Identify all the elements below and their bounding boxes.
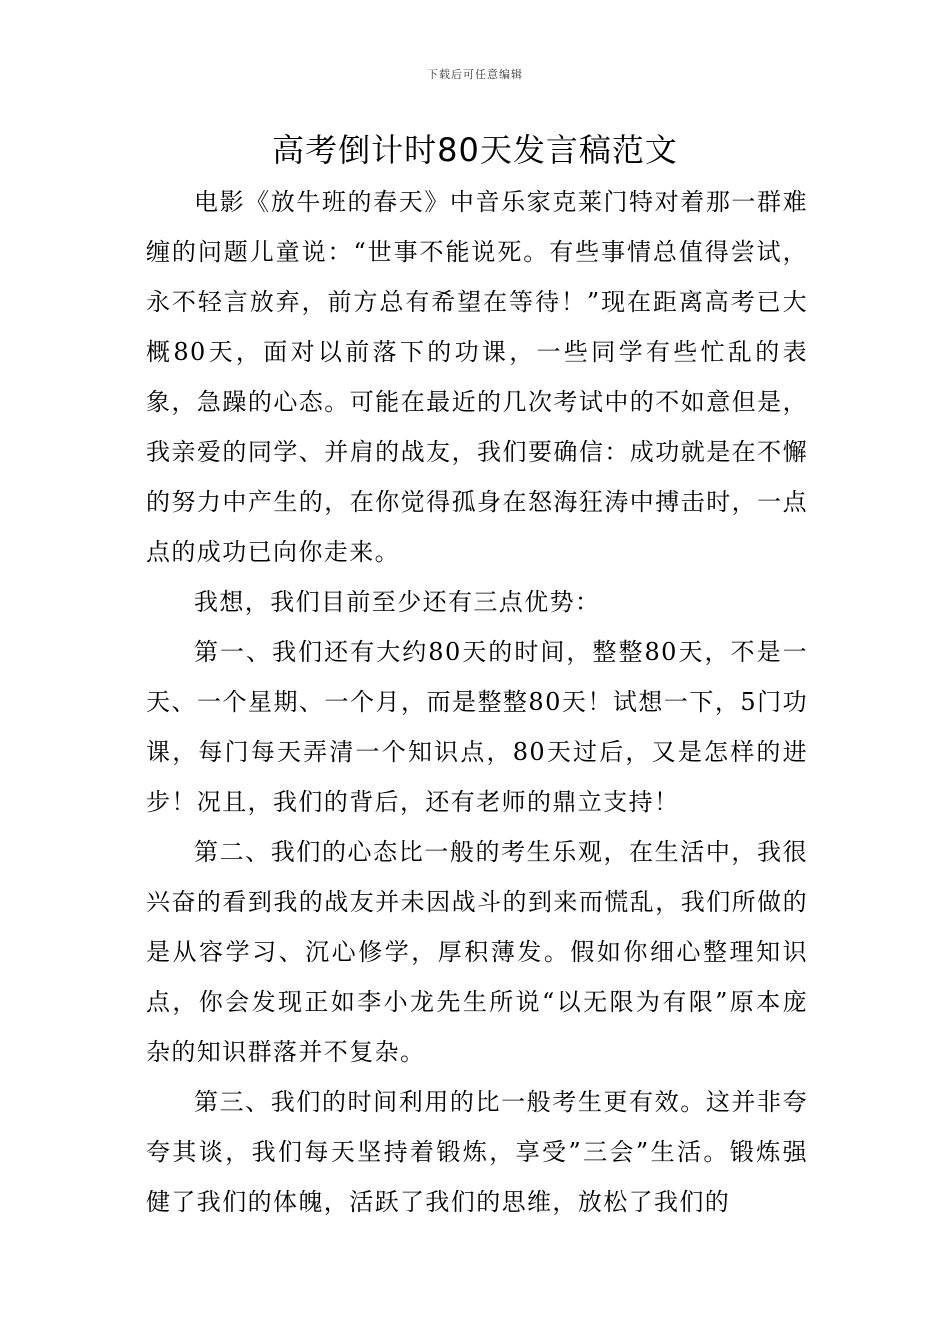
paragraph-advantages-intro: 我想，我们目前至少还有三点优势： [194,588,601,616]
paragraph-second-point: 第二、我们的心态比一般的考生乐观，在生活中，我很兴奋的看到我的战友并未因战斗的到来而慌乱，我们所做的是从容学习、沉心修学，厚积薄发。假如你细心整理知识点，你会发现正如李小龙先生所说“以无限为有限”原本庞杂的知识群落并不复杂。 [146,838,808,1066]
paragraph-first-point: 第一、我们还有大约80天的时间，整整80天，不是一天、一个星期、一个月，而是整整80天！试想一下，5门功课，每门每天弄清一个知识点，80天过后，又是怎样的进步！况且，我们的背后，还有老师的鼎立支持！ [146,638,808,816]
paragraph-third-point: 第三、我们的时间利用的比一般考生更有效。这并非夸夸其谈，我们每天坚持着锻炼，享受”三会”生活。锻炼强健了我们的体魄，活跃了我们的思维，放松了我们的 [146,1088,808,1216]
document-title: 高考倒计时80天发言稿范文 [272,131,678,169]
header-note: 下载后可任意编辑 [427,68,523,81]
paragraph-intro: 电影《放牛班的春天》中音乐家克莱门特对着那一群难缠的问题儿童说：“世事不能说死。有些事情总值得尝试，永不轻言放弃，前方总有希望在等待！”现在距离高考已大概80天，面对以前落下的功课，一些同学有些忙乱的表象，急躁的心态。可能在最近的几次考试中的不如意但是，我亲爱的同学、并肩的战友，我们要确信：成功就是在不懈的努力中产生的，在你觉得孤身在怒海狂涛中搏击时，一点点的成功已向你走来。 [146,188,808,566]
document-body [146,177,808,1227]
